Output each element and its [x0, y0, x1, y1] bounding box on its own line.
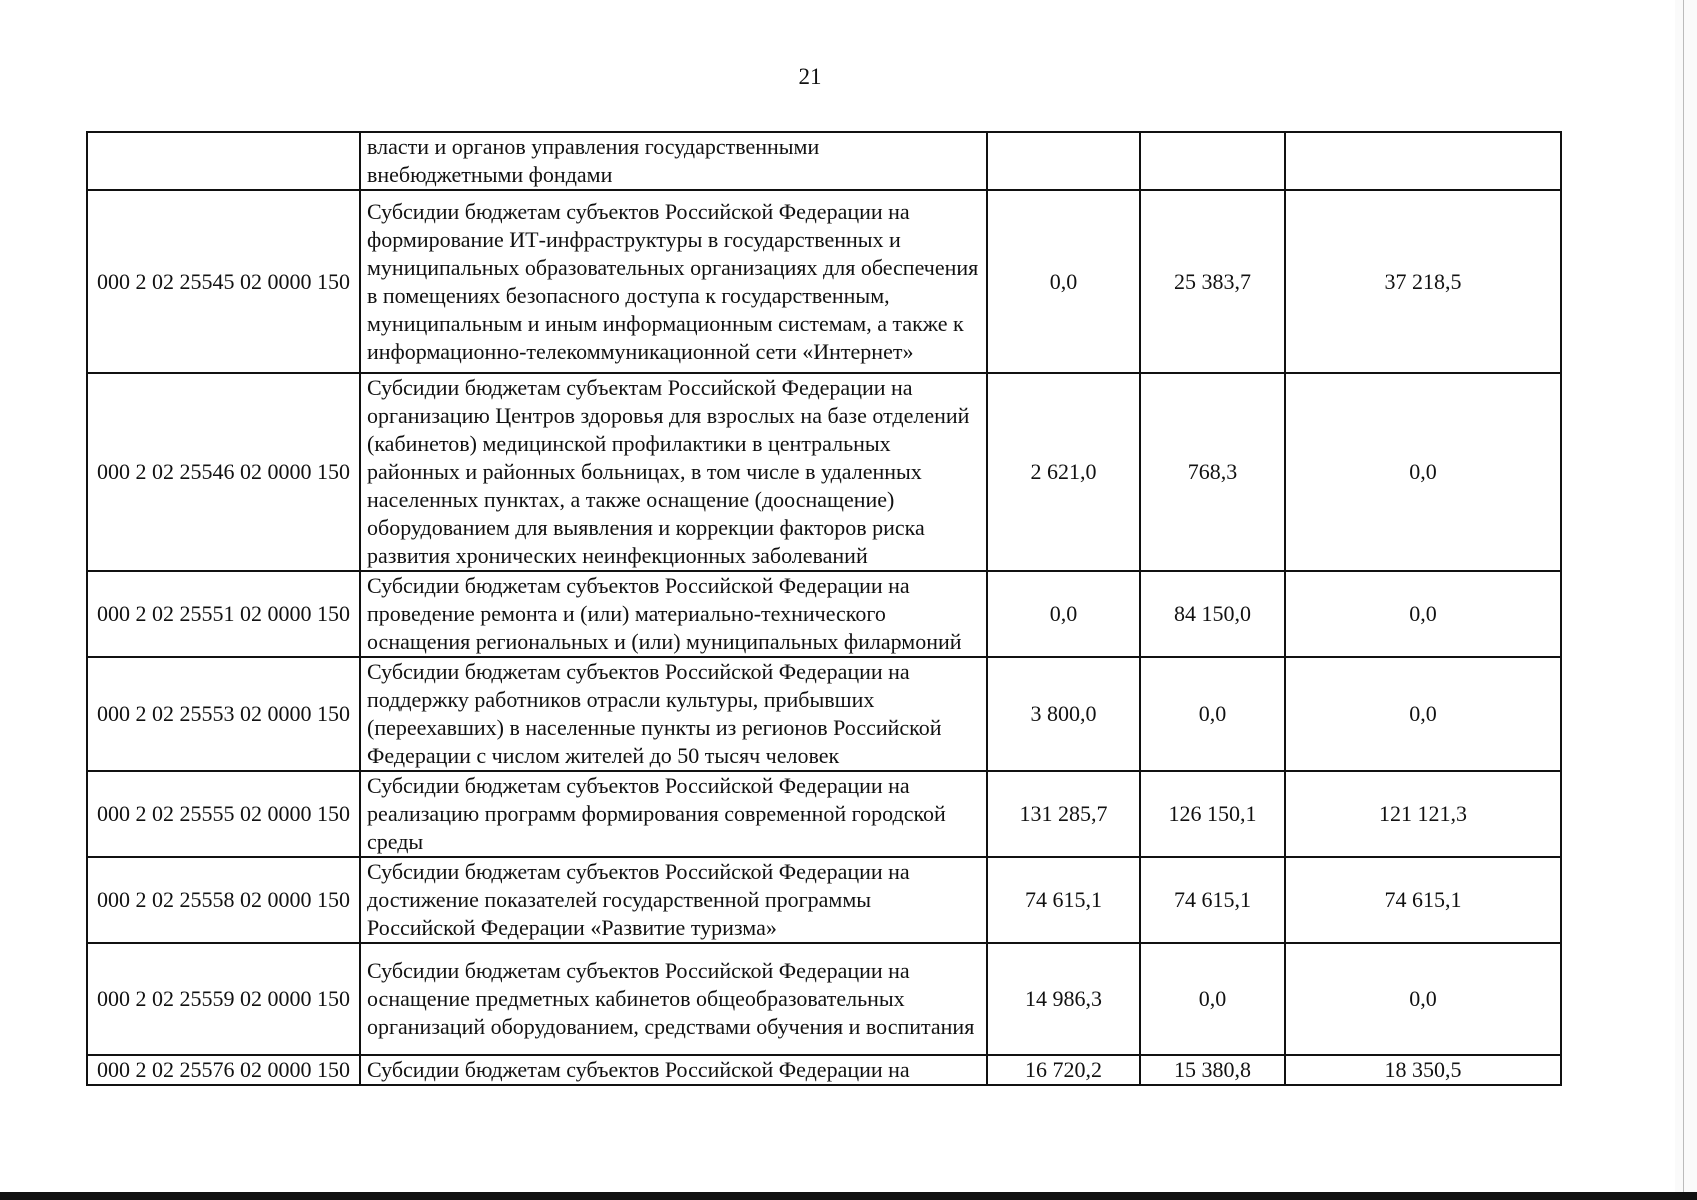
value-year2-cell: [1140, 132, 1285, 190]
table-row: [87, 1055, 1561, 1085]
value-year1-cell: 0,0: [987, 571, 1140, 657]
description-cell: Субсидии бюджетам субъектов Российской Федерации на оснащение предметных кабинетов общеобразовательных организаций оборудованием, средствами обучения и воспитания: [360, 943, 987, 1055]
value-year1-cell: 14 986,3: [987, 943, 1140, 1055]
description-cell: Субсидии бюджетам субъектам Российской Федерации на организацию Центров здоровья для взрослых на базе отделений (кабинетов) медицинской профилактики в центральных районных и районных больницах, в том числе в удаленных населенных пунктах, а также оснащение (дооснащение) оборудованием для выявления и коррекции факторов риска развития хронических неинфекционных заболеваний: [360, 373, 987, 571]
budget-code-cell: 000 2 02 25559 02 0000 150: [87, 943, 360, 1055]
table-row: [87, 132, 1561, 190]
table-row: [87, 190, 1561, 373]
value-year3-cell: 0,0: [1285, 657, 1561, 771]
value-year2-cell: 15 380,8: [1140, 1055, 1285, 1085]
scan-right-edge: [1675, 0, 1697, 1200]
table-row: [87, 857, 1561, 943]
table-row: [87, 571, 1561, 657]
budget-code-cell: [87, 132, 360, 190]
budget-code-cell: 000 2 02 25555 02 0000 150: [87, 771, 360, 857]
description-cell: власти и органов управления государственными внебюджетными фондами: [360, 132, 987, 190]
value-year2-cell: 0,0: [1140, 943, 1285, 1055]
budget-code-cell: 000 2 02 25558 02 0000 150: [87, 857, 360, 943]
value-year2-cell: 0,0: [1140, 657, 1285, 771]
table-row: [87, 657, 1561, 771]
value-year3-cell: [1285, 132, 1561, 190]
budget-code-cell: 000 2 02 25553 02 0000 150: [87, 657, 360, 771]
value-year3-cell: 18 350,5: [1285, 1055, 1561, 1085]
value-year1-cell: [987, 132, 1140, 190]
value-year3-cell: 121 121,3: [1285, 771, 1561, 857]
description-cell: Субсидии бюджетам субъектов Российской Федерации на достижение показателей государственной программы Российской Федерации «Развитие туризма»: [360, 857, 987, 943]
value-year1-cell: 2 621,0: [987, 373, 1140, 571]
value-year1-cell: 0,0: [987, 190, 1140, 373]
value-year2-cell: 74 615,1: [1140, 857, 1285, 943]
budget-table: [86, 131, 1562, 1086]
value-year3-cell: 0,0: [1285, 571, 1561, 657]
value-year1-cell: 16 720,2: [987, 1055, 1140, 1085]
table-row: [87, 771, 1561, 857]
table-row: [87, 373, 1561, 571]
budget-code-cell: 000 2 02 25546 02 0000 150: [87, 373, 360, 571]
description-cell: Субсидии бюджетам субъектов Российской Федерации на: [360, 1055, 987, 1085]
budget-code-cell: 000 2 02 25576 02 0000 150: [87, 1055, 360, 1085]
value-year3-cell: 0,0: [1285, 943, 1561, 1055]
value-year2-cell: 84 150,0: [1140, 571, 1285, 657]
description-cell: Субсидии бюджетам субъектов Российской Федерации на проведение ремонта и (или) материально-технического оснащения региональных и (или) муниципальных филармоний: [360, 571, 987, 657]
value-year2-cell: 25 383,7: [1140, 190, 1285, 373]
budget-code-cell: 000 2 02 25545 02 0000 150: [87, 190, 360, 373]
value-year3-cell: 37 218,5: [1285, 190, 1561, 373]
value-year1-cell: 3 800,0: [987, 657, 1140, 771]
value-year1-cell: 74 615,1: [987, 857, 1140, 943]
value-year2-cell: 768,3: [1140, 373, 1285, 571]
value-year2-cell: 126 150,1: [1140, 771, 1285, 857]
scan-bottom-edge: [0, 1192, 1697, 1200]
value-year3-cell: 0,0: [1285, 373, 1561, 571]
description-cell: Субсидии бюджетам субъектов Российской Федерации на поддержку работников отрасли культуры, прибывших (переехавших) в населенные пункты из регионов Российской Федерации с числом жителей до 50 тысяч человек: [360, 657, 987, 771]
value-year1-cell: 131 285,7: [987, 771, 1140, 857]
description-cell: Субсидии бюджетам субъектов Российской Федерации на реализацию программ формирования современной городской среды: [360, 771, 987, 857]
budget-code-cell: 000 2 02 25551 02 0000 150: [87, 571, 360, 657]
value-year3-cell: 74 615,1: [1285, 857, 1561, 943]
page-number: 21: [798, 64, 822, 89]
description-cell: Субсидии бюджетам субъектов Российской Федерации на формирование ИТ-инфраструктуры в государственных и муниципальных образовательных организациях для обеспечения в помещениях безопасного доступа к государственным, муниципальным и иным информационным системам, а также к информационно-телекоммуникационной сети «Интернет»: [360, 190, 987, 373]
table-row: [87, 943, 1561, 1055]
